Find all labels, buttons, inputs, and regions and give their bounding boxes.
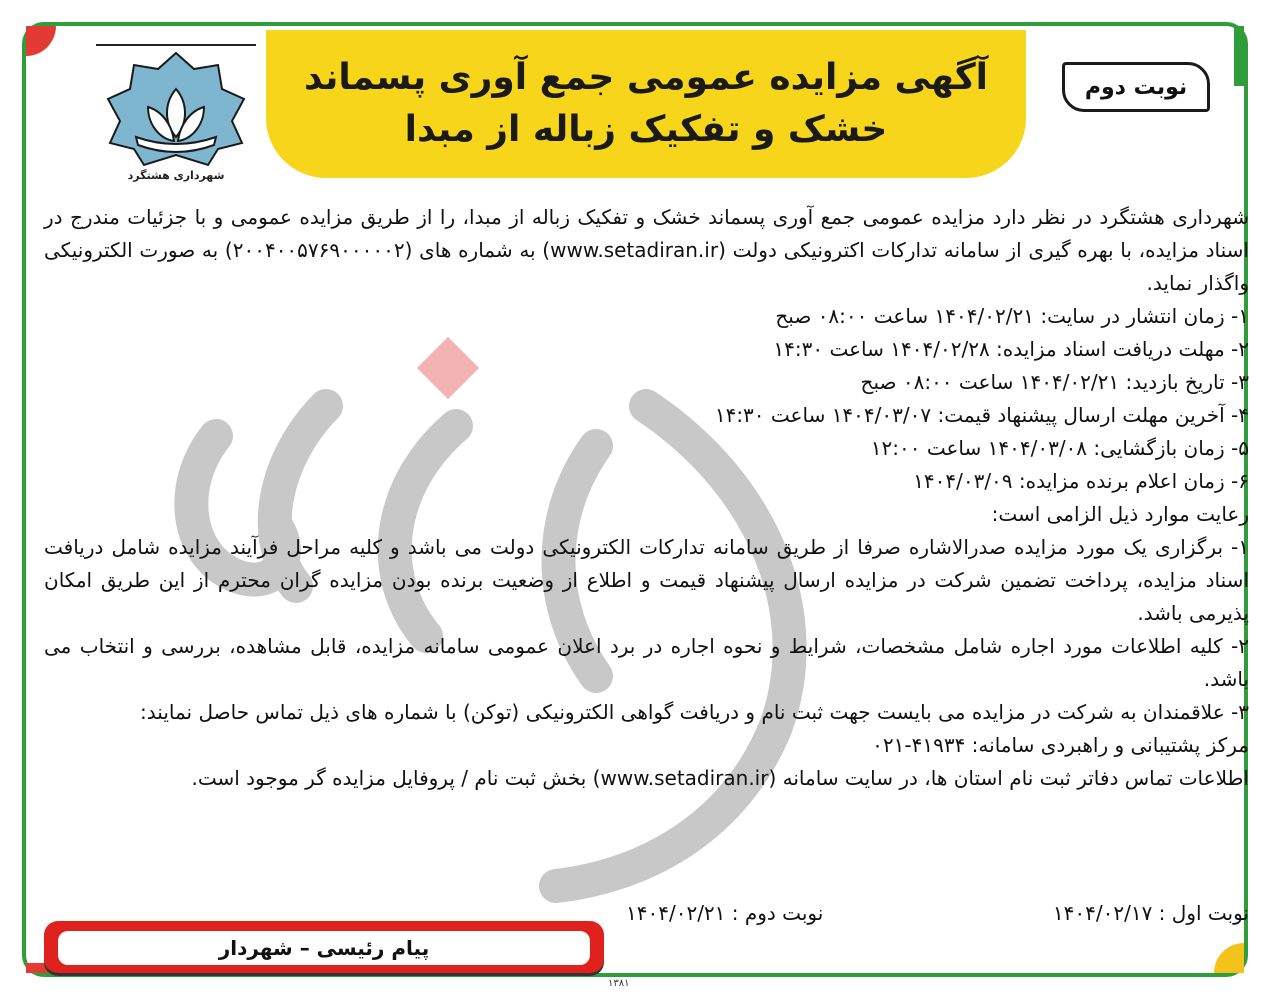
requirement-item: ۲- کلیه اطلاعات مورد اجاره شامل مشخصات، شرایط و نحوه اجاره در برد اعلان عمومی سامانه مزایده، قابل مشاهده، بررسی و انتخاب می باشد. [44,634,1249,691]
registration-info: اطلاعات تماس دفاتر ثبت نام استان ها، در سایت سامانه (www.setadiran.ir) بخش ثبت نام / پروفایل مزایده گر موجود است. [191,766,1249,790]
title-line-1: آگهی مزایده عمومی جمع آوری پسماند [304,57,988,98]
second-publication-date: نوبت دوم : ۱۴۰۴/۰۲/۲۱ [626,901,824,925]
logo-rule [96,44,256,46]
intro-paragraph: شهرداری هشتگرد در نظر دارد مزایده عمومی جمع آوری پسماند خشک و تفکیک زباله از مبدا، را از طریق مزایده عمومی و با جزئیات مندرج در اسناد مزایده، با بهره گیری از سامانه تدارکات اکترونیکی دولت (www.setadiran.ir) به شماره های (۲۰۰۴۰۰۵۷۶۹۰۰۰۰۰۲) به صورت الکترونیکی واگذار نماید. [44,205,1249,295]
requirements-heading: رعایت موارد ذیل الزامی است: [991,502,1249,526]
logo-caption: شهرداری هشتگرد [127,169,225,182]
ad-body [44,201,1249,795]
publication-round-badge: نوبت دوم [1062,62,1210,112]
frame-corner-yellow [1214,943,1244,973]
municipality-logo [76,41,276,189]
mayor-signature-bar [44,921,604,973]
municipality-emblem-icon [76,41,276,169]
title-banner [266,30,1026,178]
schedule-item: ۲- مهلت دریافت اسناد مزایده: ۱۴۰۴/۰۲/۲۸ ساعت ۱۴:۳۰ [773,337,1249,361]
requirement-item: ۳- علاقمندان به شرکت در مزایده می بایست جهت ثبت نام و دریافت گواهی الکترونیکی (توکن) با شماره های ذیل تماس حاصل نمایند: [140,700,1249,724]
requirement-item: ۱- برگزاری یک مورد مزایده صدرالاشاره صرفا از طریق سامانه تدارکات الکترونیکی دولت می باشد و کلیه مراحل فرآیند مزایده شامل دریافت اسناد مزایده، پرداخت تضمین شرکت در مزایده ارسال پیشنهاد قیمت و اطلاع از وضعیت برنده بودن مزایده گران محترم از این طریق امکان پذیرمی باشد. [44,535,1249,625]
ad-frame [22,22,1249,989]
schedule-item: ۱- زمان انتشار در سایت: ۱۴۰۴/۰۲/۲۱ ساعت ۰۸:۰۰ صبح [775,304,1249,328]
first-publication-date: نوبت اول : ۱۴۰۴/۰۲/۱۷ [1052,901,1249,925]
frame-corner-red [26,26,56,56]
support-center-line: مرکز پشتیبانی و راهبردی سامانه: ۴۱۹۳۴-۰۲۱ [872,733,1249,757]
publication-dates [626,901,1249,925]
schedule-item: ۵- زمان بازگشایی: ۱۴۰۴/۰۳/۰۸ ساعت ۱۲:۰۰ [870,436,1249,460]
mayor-name: پیام رئیسی – شهردار [58,931,590,965]
schedule-item: ۶- زمان اعلام برنده مزایده: ۱۴۰۴/۰۳/۰۹ [913,469,1249,493]
title-line-2: خشک و تفکیک زباله از مبدا [404,109,888,150]
schedule-item: ۴- آخرین مهلت ارسال پیشنهاد قیمت: ۱۴۰۴/۰۳/۰۷ ساعت ۱۴:۳۰ [714,403,1249,427]
publication-number: ۱۳۸۱ [608,978,630,989]
frame-accent-green [1234,26,1244,86]
schedule-item: ۳- تاریخ بازدید: ۱۴۰۴/۰۲/۲۱ ساعت ۰۸:۰۰ صبح [860,370,1249,394]
